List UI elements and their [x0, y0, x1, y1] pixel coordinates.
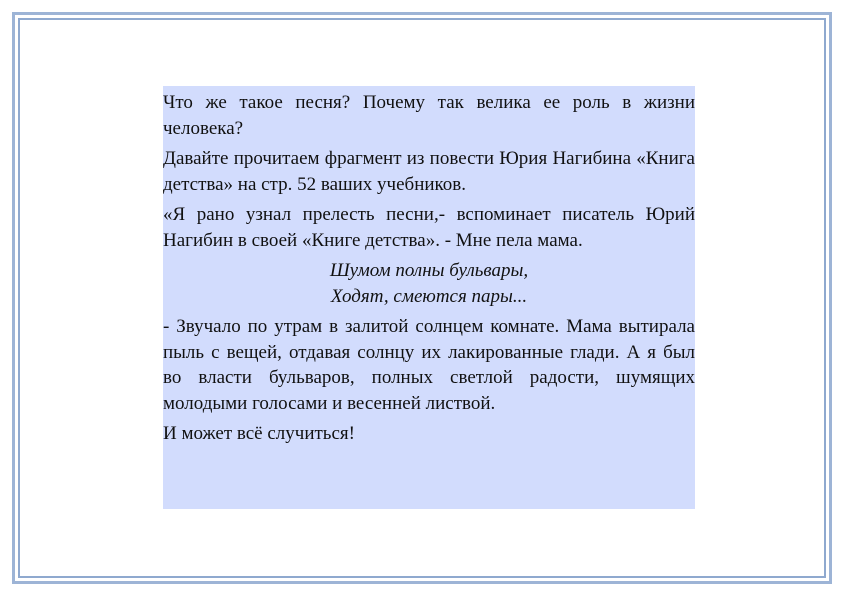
paragraph-question: Что же такое песня? Почему так велика ее роль в жизни человека?: [163, 92, 695, 139]
text-box: [163, 86, 695, 509]
paragraph-memory: - Звучало по утрам в залитой солнцем комнате. Мама вытирала пыль с вещей, отдавая солнцу их лакированные глади. А я был во власти бульваров, полных светлой радости, шумящих молодыми голосами и весенней листвой.: [163, 316, 695, 414]
paragraph-closing: И может всё случиться!: [163, 423, 355, 444]
poem-line-1: Шумом полны бульвары,: [329, 260, 529, 281]
paragraph-quote-intro: «Я рано узнал прелесть песни,- вспоминает писатель Юрий Нагибин в своей «Книге детства». - Мне пела мама.: [163, 204, 695, 251]
poem-line-2: Ходят, смеются пары...: [330, 285, 528, 307]
paragraph-instruction: Давайте прочитаем фрагмент из повести Юрия Нагибина «Книга детства» на стр. 52 ваших учебников.: [163, 148, 695, 195]
poem: [163, 258, 695, 309]
